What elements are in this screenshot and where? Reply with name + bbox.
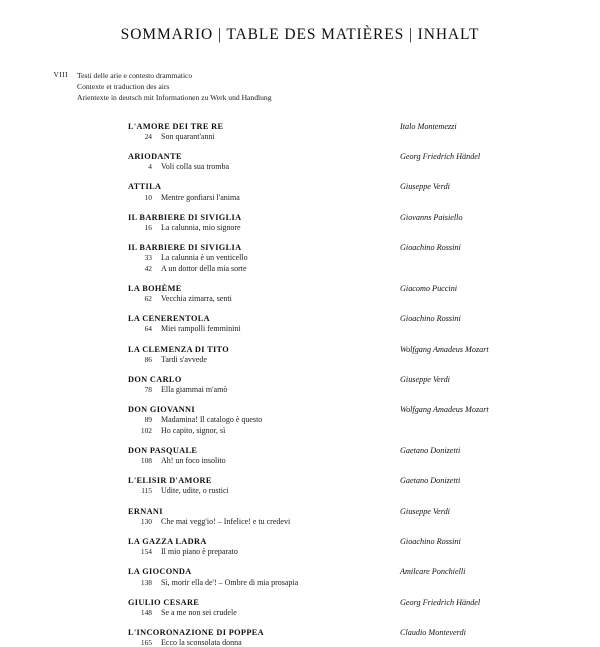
list-item[interactable] xyxy=(40,182,560,201)
aria-title: A un dottor della mia sorte xyxy=(161,263,247,273)
aria-page-number: 16 xyxy=(144,223,152,233)
aria-row[interactable] xyxy=(40,517,560,526)
aria-page-number: 64 xyxy=(144,324,152,334)
composer-name: Gioachino Rossini xyxy=(400,243,461,253)
work-title: LA CLEMENZA DI TITO xyxy=(128,344,230,354)
work-title: L'AMORE DEI TRE RE xyxy=(128,121,224,131)
aria-page-number: 86 xyxy=(144,354,152,364)
aria-row[interactable] xyxy=(40,638,560,647)
work-title: LA BOHÈME xyxy=(128,283,182,293)
composer-name: Georg Friedrich Händel xyxy=(400,597,481,607)
preface-line: Arientexte in deutsch mit Informationen zu Werk und Handlung xyxy=(77,93,272,103)
list-item[interactable] xyxy=(40,314,560,333)
aria-row[interactable] xyxy=(40,608,560,617)
aria-row[interactable] xyxy=(40,193,560,202)
aria-title: Miei rampolli femminini xyxy=(161,324,241,334)
aria-title: Ecco la sconsolata donna xyxy=(161,638,242,647)
work-title: DON GIOVANNI xyxy=(128,405,195,415)
aria-page-number: 10 xyxy=(144,192,152,202)
aria-row[interactable] xyxy=(40,456,560,465)
aria-page-number: 42 xyxy=(144,263,152,273)
aria-row[interactable] xyxy=(40,578,560,587)
list-item[interactable] xyxy=(40,537,560,556)
aria-page-number: 102 xyxy=(140,425,152,435)
work-title: IL BARBIERE DI SIVIGLIA xyxy=(128,212,242,222)
aria-page-number: 24 xyxy=(144,131,152,141)
page-title: SOMMARIO | TABLE DES MATIÈRES | INHALT xyxy=(120,26,480,43)
composer-name: Wolfgang Amadeus Mozart xyxy=(400,405,489,415)
aria-page-number: 148 xyxy=(140,607,152,617)
aria-page-number: 33 xyxy=(144,253,152,263)
work-title: ATTILA xyxy=(128,182,162,192)
preface-page-number: VIII xyxy=(53,70,68,79)
aria-row[interactable] xyxy=(40,486,560,495)
list-item[interactable] xyxy=(40,375,560,394)
aria-title: Son quarant'anni xyxy=(161,131,215,141)
composer-name: Giuseppe Verdi xyxy=(400,506,450,516)
aria-row[interactable] xyxy=(40,294,560,303)
work-title: DON CARLO xyxy=(128,374,182,384)
work-title: GIULIO CESARE xyxy=(128,597,200,607)
aria-row[interactable] xyxy=(40,324,560,333)
composer-name: Giuseppe Verdi xyxy=(400,182,450,192)
composer-name: Giacomo Puccini xyxy=(400,283,458,293)
work-title: ERNANI xyxy=(128,506,163,516)
work-title: LA GAZZA LADRA xyxy=(128,536,207,546)
work-title: LA CENERENTOLA xyxy=(128,314,210,324)
work-title: IL BARBIERE DI SIVIGLIA xyxy=(128,243,242,253)
aria-title: Madamina! Il catalogo è questo xyxy=(161,415,263,425)
list-item[interactable] xyxy=(40,446,560,465)
list-item[interactable] xyxy=(40,284,560,303)
aria-page-number: 108 xyxy=(140,456,152,466)
aria-row[interactable] xyxy=(40,426,560,435)
list-item[interactable] xyxy=(40,243,560,272)
list-item[interactable] xyxy=(40,598,560,617)
list-item[interactable] xyxy=(40,628,560,647)
aria-title: Il mio piano è preparato xyxy=(161,547,238,557)
preface-line: Testi delle arie e contesto drammatico xyxy=(77,71,193,80)
aria-row[interactable] xyxy=(40,264,560,273)
aria-row[interactable] xyxy=(40,355,560,364)
list-item[interactable] xyxy=(40,152,560,171)
work-title: L'ELISIR D'AMORE xyxy=(128,476,212,486)
composer-name: Wolfgang Amadeus Mozart xyxy=(400,344,489,354)
aria-title: Vecchia zimarra, senti xyxy=(161,293,232,303)
aria-row[interactable] xyxy=(40,547,560,556)
preface-lines xyxy=(77,70,272,104)
work-title: LA GIOCONDA xyxy=(128,567,192,577)
aria-title: La calunnia, mio signore xyxy=(161,223,241,233)
aria-page-number: 78 xyxy=(144,385,152,395)
preface-block xyxy=(40,70,560,104)
aria-page-number: 62 xyxy=(144,293,152,303)
composer-name: Italo Montemezzi xyxy=(400,121,457,131)
aria-title: Sì, morir ella de'! – Ombre di mia prosapia xyxy=(161,577,299,587)
aria-page-number: 130 xyxy=(140,516,152,526)
contents-list xyxy=(40,122,560,647)
work-title: DON PASQUALE xyxy=(128,445,198,455)
list-item[interactable] xyxy=(40,405,560,434)
aria-title: Ho capito, signor, sì xyxy=(161,425,226,435)
preface-line: Contexte et traduction des airs xyxy=(77,82,170,92)
aria-row[interactable] xyxy=(40,132,560,141)
work-title: ARIODANTE xyxy=(128,152,182,162)
aria-row[interactable] xyxy=(40,415,560,424)
composer-name: Gioachino Rossini xyxy=(400,314,461,324)
aria-row[interactable] xyxy=(40,162,560,171)
aria-title: La calunnia è un venticello xyxy=(161,253,248,263)
aria-title: Tardi s'avvede xyxy=(161,354,207,364)
list-item[interactable] xyxy=(40,507,560,526)
aria-page-number: 154 xyxy=(140,547,152,557)
composer-name: Amilcare Ponchielli xyxy=(400,567,466,577)
aria-page-number: 4 xyxy=(148,162,152,172)
composer-name: Georg Friedrich Händel xyxy=(400,152,481,162)
aria-title: Ah! un foco insolito xyxy=(161,456,226,466)
aria-page-number: 89 xyxy=(144,415,152,425)
aria-row[interactable] xyxy=(40,253,560,262)
list-item[interactable] xyxy=(40,476,560,495)
composer-name: Gioachino Rossini xyxy=(400,536,461,546)
aria-title: Mentre gonfiarsi l'anima xyxy=(161,192,240,202)
composer-name: Claudio Monteverdi xyxy=(400,628,466,638)
aria-page-number: 138 xyxy=(140,577,152,587)
aria-row[interactable] xyxy=(40,223,560,232)
aria-title: Se a me non sei crudele xyxy=(161,607,237,617)
aria-title: Ella giammai m'amò xyxy=(161,385,228,395)
aria-page-number: 115 xyxy=(141,486,152,496)
work-title: L'INCORONAZIONE DI POPPEA xyxy=(128,628,264,638)
composer-name: Gaetano Donizetti xyxy=(400,445,461,455)
aria-row[interactable] xyxy=(40,385,560,394)
list-item[interactable] xyxy=(40,122,560,141)
aria-title: Voli colla sua tromba xyxy=(161,162,230,172)
composer-name: Giuseppe Verdi xyxy=(400,374,450,384)
list-item[interactable] xyxy=(40,567,560,586)
composer-name: Giovanns Paisiello xyxy=(400,212,463,222)
composer-name: Gaetano Donizetti xyxy=(400,476,461,486)
list-item[interactable] xyxy=(40,213,560,232)
aria-title: Che mai vegg'io! – Infelice! e tu credevi xyxy=(161,516,291,526)
list-item[interactable] xyxy=(40,345,560,364)
aria-title: Udite, udite, o rustici xyxy=(161,486,229,496)
aria-page-number: 165 xyxy=(140,638,152,647)
